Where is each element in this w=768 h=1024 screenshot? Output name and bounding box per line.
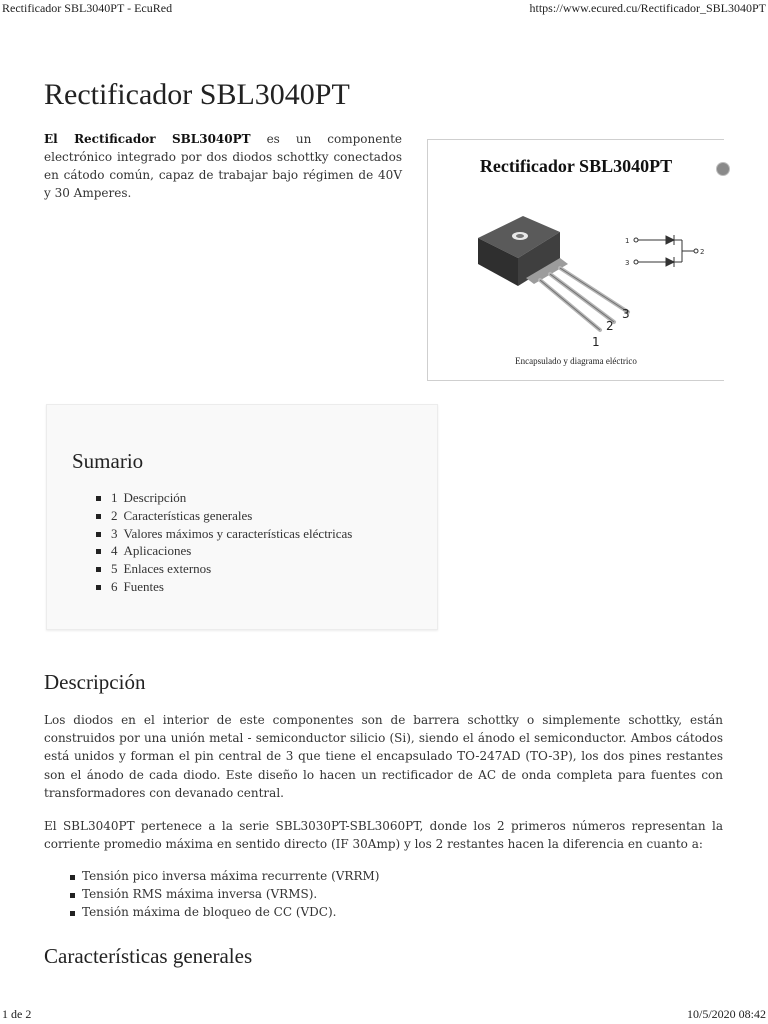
toc-item-label[interactable]: Enlaces externos [123,561,212,577]
pin-label-2: 2 [606,319,614,333]
toc-title: Sumario [72,449,144,473]
toc-item[interactable] [95,560,352,578]
schematic-pin-3-label: 3 [625,259,630,267]
diode-schematic-icon [634,235,698,267]
schematic-pin-1-label: 1 [625,237,630,245]
toc-item-number: 1 [111,490,118,505]
toc-item-number: 5 [111,561,118,577]
list-item: Tensión máxima de bloqueo de CC (VDC). [70,904,379,922]
infobox-toggle-icon[interactable] [716,162,730,176]
pin-label-3: 3 [622,307,630,321]
print-footer-datetime: 10/5/2020 08:42 [686,1007,766,1021]
intro-text: es un componente electrónico integrado por dos diodos schottky conectados en cátodo común, capaz de trabajar bajo régimen de 40V y 30 Amperes. [44,132,403,200]
list-item: Tensión pico inversa máxima recurrente (VRRM) [70,868,379,886]
to247-package-icon [478,216,628,330]
toc-item-number: 4 [111,543,118,559]
infobox-caption: Encapsulado y diagrama eléctrico [515,356,637,366]
section-heading-descripcion: Descripción [44,670,146,694]
toc-item-label[interactable]: Fuentes [123,578,164,594]
toc-item-label[interactable]: Características generales [123,507,253,523]
infobox-title: Rectificador SBL3040PT [479,156,673,176]
infobox [427,139,724,381]
component-image [468,198,708,350]
toc-item[interactable] [95,507,352,525]
intro-bold-term: El Rectificador SBL3040PT [44,132,251,146]
toc-item-number: 2 [111,507,118,523]
toc-item-label[interactable]: Descripción [123,490,187,505]
page-title: Rectificador SBL3040PT [44,78,350,111]
descripcion-bullet-list [70,868,379,921]
print-footer-page: 1 de 2 [2,1007,32,1021]
toc-item-number: 6 [111,578,118,594]
descripcion-paragraph-1: Los diodos en el interior de este componentes son de barrera schottky o simplemente schottky, están construidos por una unión metal - semiconductor silicio (Si), siendo el ánodo el semiconductor. Ambos cátodos está unidos y forman el pin central de 3 que tiene el encapsulado TO-247AD (TO-3P), los dos pines restantes son el ánodo de cada diodo. Este diseño lo hacen un rectificador de AC de onda completa para fuentes con transformadores con devanado central. [44,713,723,800]
section-heading-caracteristicas: Características generales [44,944,253,968]
toc-list [95,489,352,596]
intro-paragraph [44,130,402,202]
toc-item[interactable] [95,489,352,507]
toc-item-label[interactable]: Valores máximos y características eléctricas [123,525,353,541]
toc-item[interactable] [95,525,352,543]
table-of-contents [46,404,438,630]
toc-item-label[interactable]: Aplicaciones [123,543,192,559]
list-item: Tensión RMS máxima inversa (VRMS). [70,886,379,904]
toc-item[interactable] [95,542,352,560]
toc-item-number: 3 [111,525,118,541]
toc-item[interactable] [95,578,352,596]
schematic-pin-2-label: 2 [700,248,705,256]
descripcion-paragraph-2: El SBL3040PT pertenece a la serie SBL3030PT-SBL3060PT, donde los 2 primeros números representan la corriente promedio máxima en sentido directo (IF 30Amp) y los 2 restantes hacen la diferencia en cuanto a: [44,819,723,852]
print-header-url[interactable]: https://www.ecured.cu/Rectificador_SBL3040PT [529,1,766,15]
pin-label-1: 1 [592,335,600,349]
print-header-title: Rectificador SBL3040PT - EcuRed [2,1,173,15]
